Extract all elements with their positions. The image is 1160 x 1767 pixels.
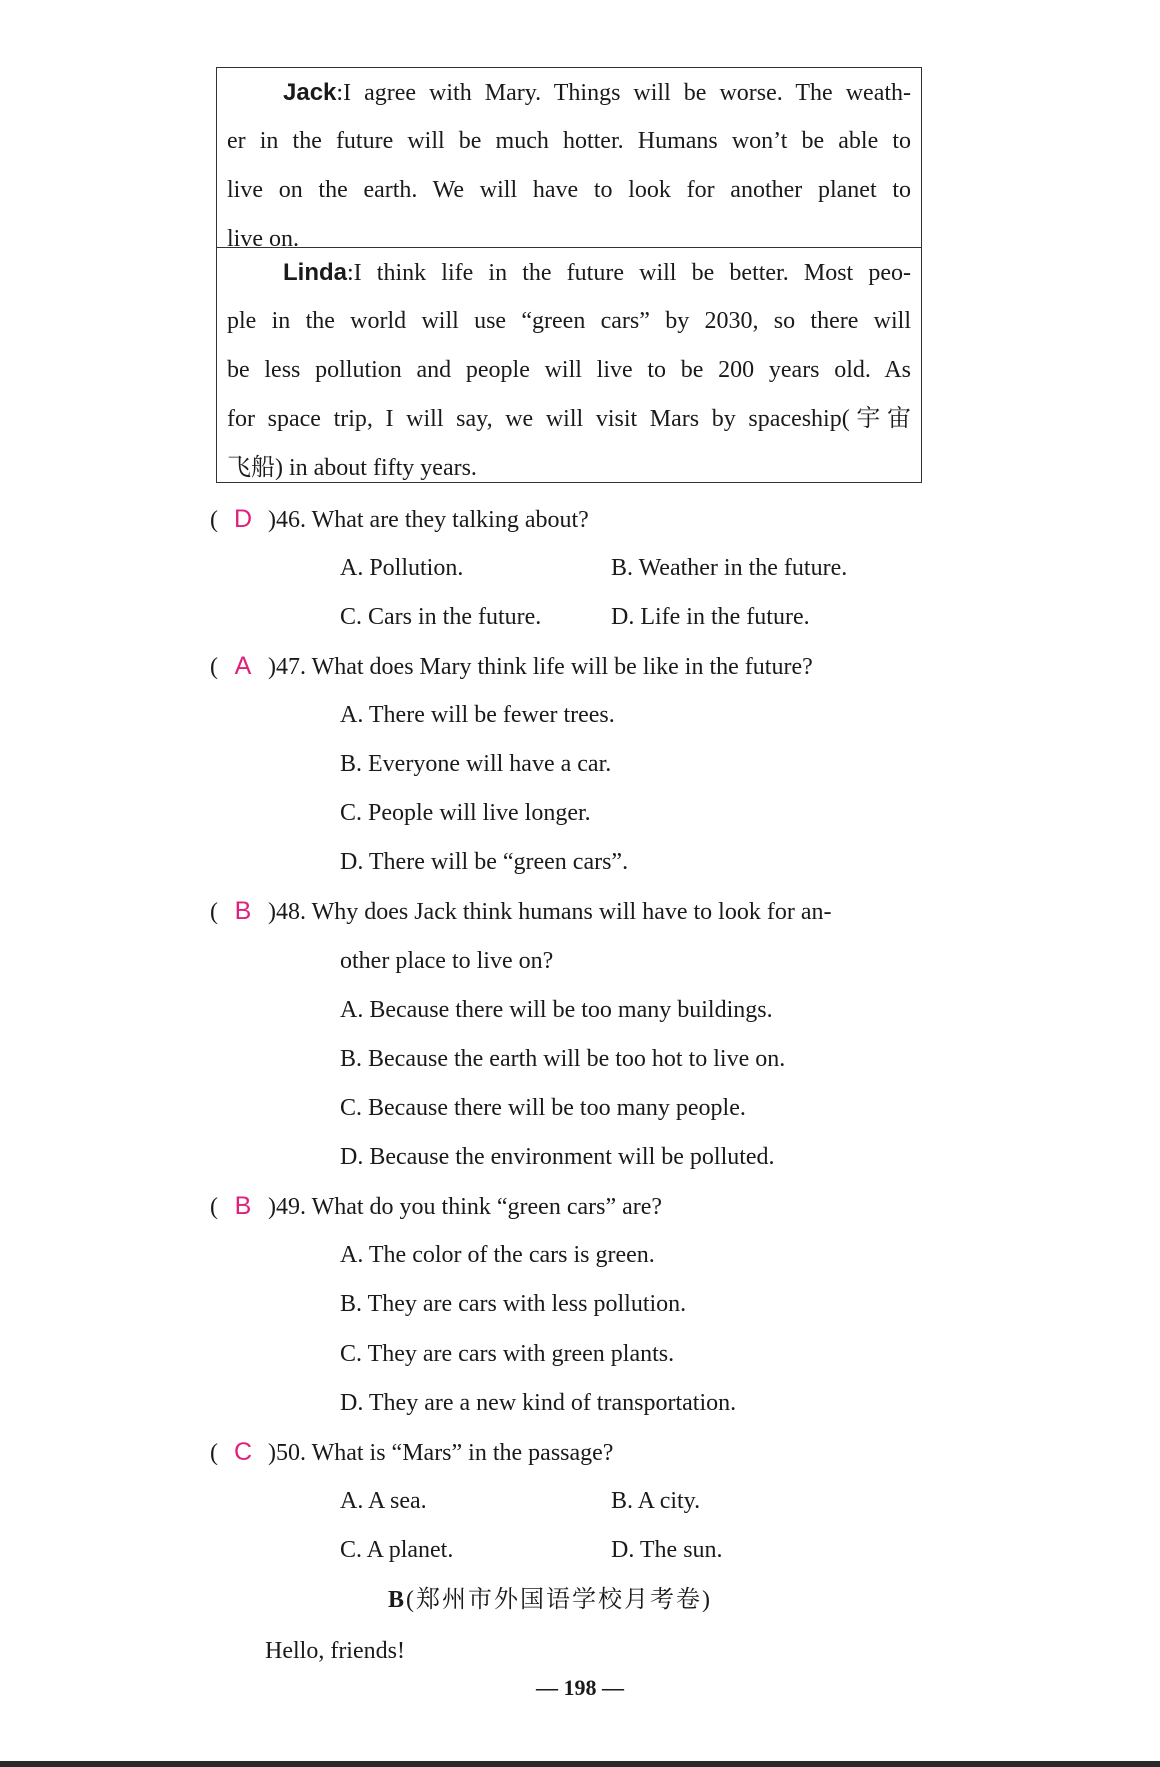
q49-option-b: B. They are cars with less pollution. (340, 1291, 687, 1317)
question-47-text: 47. What does Mary think life will be like in the future? (276, 654, 813, 680)
bottom-edge-bar (0, 1761, 1160, 1767)
q50-option-c: C. A planet. (340, 1537, 454, 1563)
q49-option-a: A. The color of the cars is green. (340, 1242, 655, 1268)
q46-option-d: D. Life in the future. (611, 604, 810, 630)
q50-option-a: A. A sea. (340, 1488, 427, 1514)
q47-option-b: B. Everyone will have a car. (340, 751, 612, 777)
linda-line-3: be less pollution and people will live to be 200 years old. As (227, 357, 911, 383)
q47-option-a: A. There will be fewer trees. (340, 702, 615, 728)
section-source: (郑州市外国语学校月考卷) (406, 1587, 712, 1613)
section-letter: B (388, 1587, 407, 1613)
q48-option-b: B. Because the earth will be too hot to live on. (340, 1046, 786, 1072)
question-48-text-continued: other place to live on? (340, 948, 554, 974)
question-47: ( A )47. What does Mary think life will be like in the future? (210, 646, 813, 686)
question-46-text: 46. What are they talking about? (276, 507, 589, 533)
linda-line-1-text: I think life in the future will be better. Most peo- (353, 260, 911, 286)
jack-line-3: live on the earth. We will have to look for another planet to (227, 177, 911, 203)
jack-line-1-text: I agree with Mary. Things will be worse. The weath- (343, 80, 911, 106)
question-49-text: 49. What do you think “green cars” are? (276, 1194, 663, 1220)
answer-50: C (233, 1438, 253, 1466)
answer-48: B (234, 897, 252, 925)
q47-option-d: D. There will be “green cars”. (340, 849, 629, 875)
answer-47: A (234, 652, 252, 680)
question-49: ( B )49. What do you think “green cars” are? (210, 1186, 662, 1226)
jack-line-4: live on. (227, 226, 299, 252)
q47-option-c: C. People will live longer. (340, 800, 591, 826)
q50-option-d: D. The sun. (611, 1537, 723, 1563)
q49-option-c: C. They are cars with green plants. (340, 1341, 675, 1367)
question-46: ( D )46. What are they talking about? (210, 499, 589, 539)
speaker-jack: Jack (283, 79, 337, 106)
q50-option-b: B. A city. (611, 1488, 701, 1514)
jack-line-2: er in the future will be much hotter. Humans won’t be able to (227, 128, 911, 154)
q48-option-d: D. Because the environment will be polluted. (340, 1144, 775, 1170)
jack-line-1: Jack:I agree with Mary. Things will be worse. The weath- (227, 68, 911, 117)
passage-box-jack (216, 67, 922, 252)
linda-line-4: for space trip, I will say, we will visit Mars by spaceship(宇宙 (227, 406, 911, 432)
linda-line-2: ple in the world will use “green cars” by 2030, so there will (227, 308, 911, 334)
question-50-text: 50. What is “Mars” in the passage? (276, 1440, 614, 1466)
q46-option-a: A. Pollution. (340, 555, 464, 581)
passage-b-greeting: Hello, friends! (265, 1638, 405, 1664)
q46-option-c: C. Cars in the future. (340, 604, 542, 630)
speaker-linda: Linda (283, 259, 347, 286)
q49-option-d: D. They are a new kind of transportation. (340, 1390, 737, 1416)
linda-line-5: 飞船) in about fifty years. (227, 455, 477, 481)
page-number: — 198 — (536, 1675, 624, 1700)
question-50: ( C )50. What is “Mars” in the passage? (210, 1432, 613, 1472)
answer-46: D (233, 505, 253, 533)
question-48: ( B )48. Why does Jack think humans will have to look for an- (210, 891, 831, 931)
section-b-title (388, 1580, 712, 1620)
answer-49: B (234, 1192, 252, 1220)
q48-option-a: A. Because there will be too many buildings. (340, 997, 773, 1023)
q46-option-b: B. Weather in the future. (611, 555, 848, 581)
linda-line-1: Linda:I think life in the future will be better. Most peo- (227, 248, 911, 297)
q48-option-c: C. Because there will be too many people. (340, 1095, 746, 1121)
passage-box-linda (216, 247, 922, 483)
question-48-text: 48. Why does Jack think humans will have to look for an- (276, 899, 832, 925)
